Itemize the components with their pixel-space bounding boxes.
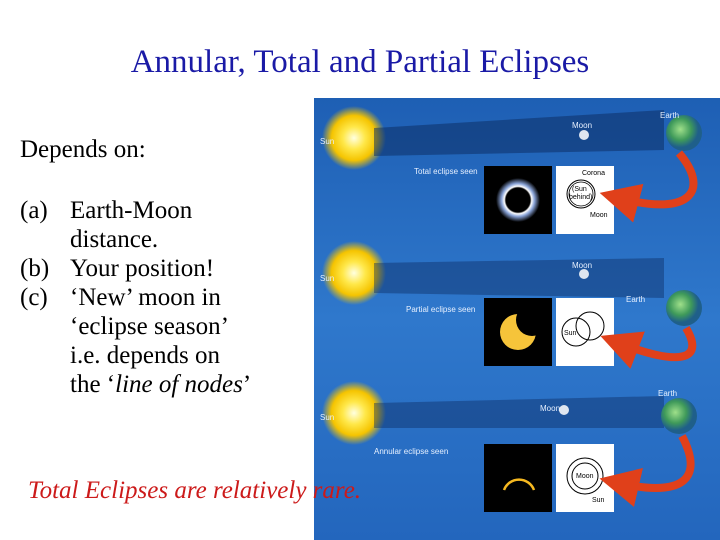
factor-label: (b) (20, 255, 50, 282)
moon-label: Moon (572, 121, 593, 130)
shadow-cone (374, 258, 664, 298)
corona-image (496, 178, 540, 222)
factor-label: (a) (20, 197, 48, 224)
eclipse-diagram (314, 98, 720, 540)
factor-text-continued: ‘eclipse season’ (70, 313, 229, 340)
factor-text-continued: distance. (70, 226, 159, 253)
factor-text: Your position! (70, 255, 215, 282)
factor-item-c (20, 283, 251, 312)
sun-label: Sun (320, 413, 335, 422)
earth-icon (666, 115, 702, 151)
factor-text: ‘New’ moon in (70, 284, 221, 311)
factor-item-a (20, 196, 251, 225)
moon-label: Moon (540, 404, 561, 413)
factor-list (20, 196, 251, 399)
line-of-nodes-prefix: the ‘ (70, 371, 116, 398)
line-of-nodes-suffix: ’ (242, 371, 252, 398)
sun-label: Sun (320, 137, 335, 146)
line-of-nodes-term: line of nodes (115, 371, 243, 398)
eclipse-type-label: Total eclipse seen (414, 167, 478, 176)
sun-label: Sun (320, 274, 335, 283)
factor-label: (c) (20, 284, 48, 311)
moon-label: Moon (572, 261, 593, 270)
moon-box-label: Moon (590, 212, 608, 219)
sun-behind-label-2: behind) (569, 194, 593, 201)
factor-text-continued: i.e. depends on (70, 342, 220, 369)
moon-icon (559, 405, 569, 415)
moon-overlap (516, 304, 548, 336)
moon-box-label: Moon (576, 473, 594, 480)
slide-title: Annular, Total and Partial Eclipses (130, 44, 590, 80)
depends-heading: Depends on: (20, 136, 146, 163)
earth-label: Earth (658, 389, 678, 398)
line-of-nodes-text (20, 370, 251, 399)
sun-box-label: Sun (592, 497, 605, 504)
corona-label: Corona (582, 170, 605, 177)
moon-icon (579, 130, 589, 140)
moon-icon (579, 269, 589, 279)
earth-label: Earth (626, 295, 646, 304)
sun-box-label: Sun (564, 330, 577, 337)
factor-item-b (20, 254, 251, 283)
eclipse-type-label: Annular eclipse seen (374, 447, 449, 456)
earth-icon (661, 398, 697, 434)
earth-icon (666, 290, 702, 326)
sun-behind-label: (Sun (572, 186, 587, 193)
eclipse-type-label: Partial eclipse seen (406, 305, 476, 314)
factor-text: Earth-Moon (70, 197, 193, 224)
conclusion-text: Total Eclipses are relatively rare. (28, 477, 362, 504)
earth-label: Earth (660, 111, 680, 120)
eclipse-photo (484, 444, 552, 512)
